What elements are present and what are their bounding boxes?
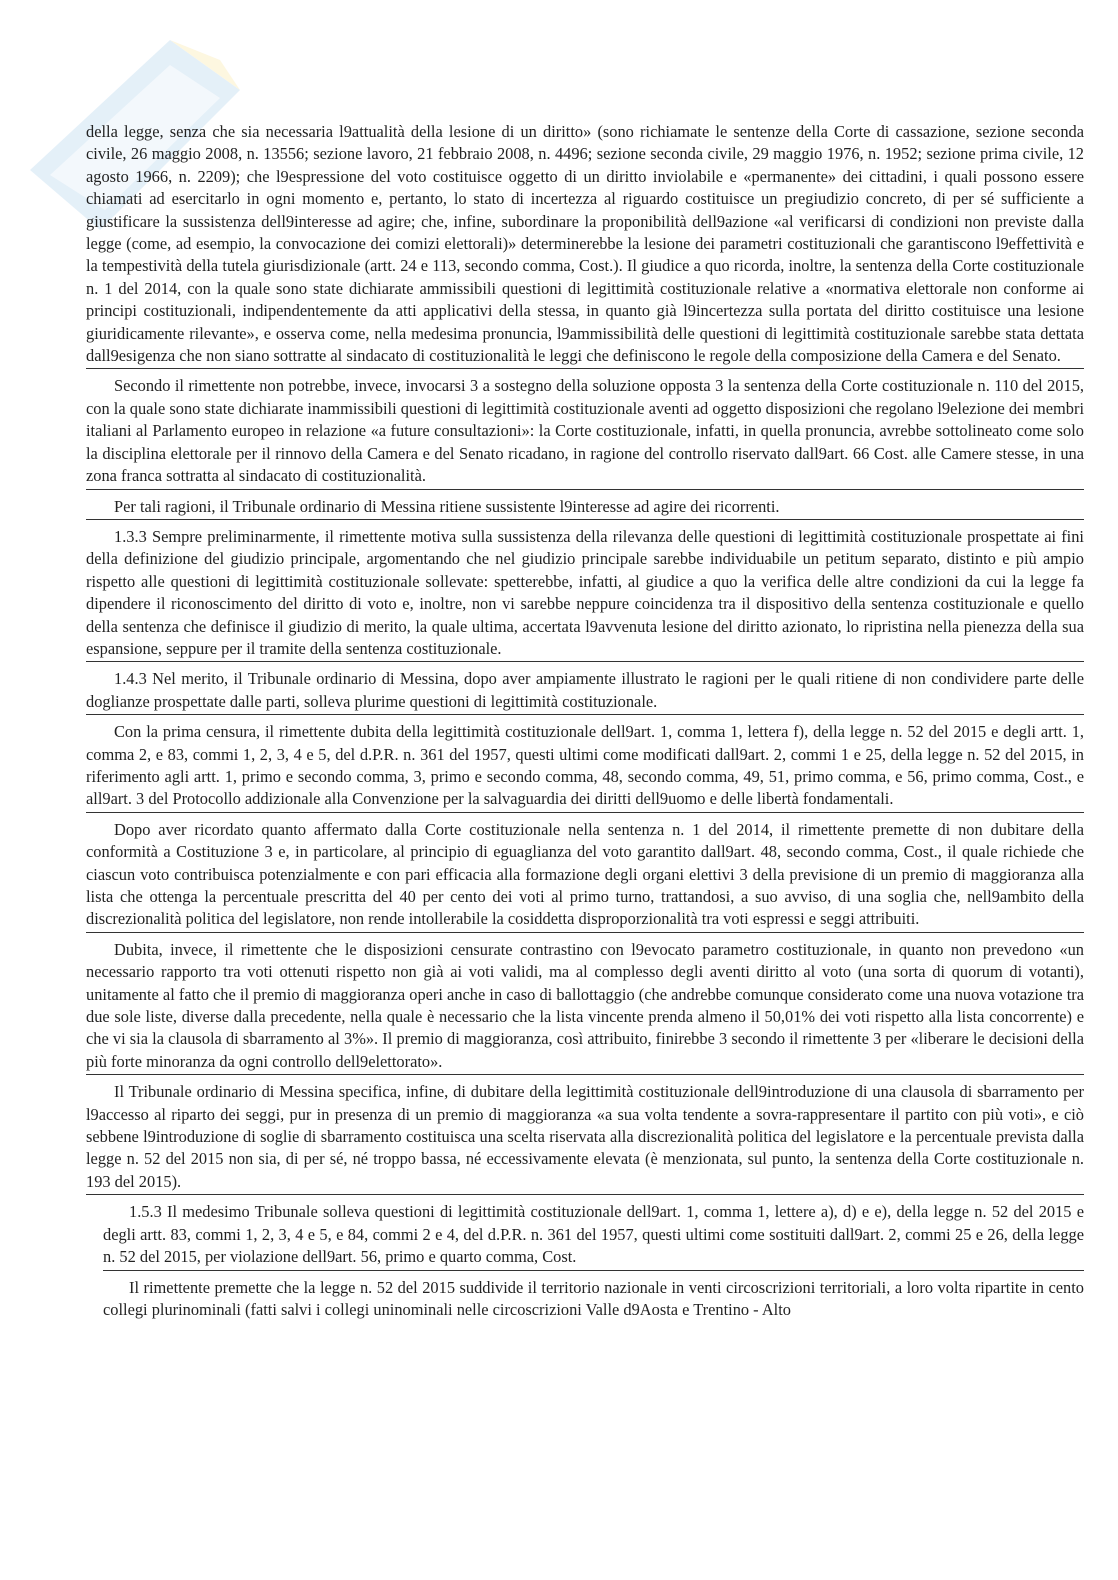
- paragraph-11: Il rimettente premette che la legge n. 52 del 2015 suddivide il territorio nazionale in venti circoscrizioni territoriali, a loro volta ripartite in cento collegi plurinominali (fatti salvi i collegi uninominali nelle circoscrizioni Valle d9Aosta e Trentino - Alto: [103, 1277, 1084, 1319]
- paragraph-1: della legge, senza che sia necessaria l9attualità della lesione di un diritto» (sono richiamate le sentenze della Corte di cassazione, sezione seconda civile, 26 maggio 2008, n. 13556; sezione lavoro, 21 febbraio 2008, n. 4496; sezione seconda civile, 29 maggio 1976, n. 1952; sezione prima civile, 12 agosto 1966, n. 2209); che l9espressione del voto costituisce oggetto di un diritto inviolabile e «permanente» dei cittadini, i quali possono essere chiamati ad esercitarlo in ogni momento e, pertanto, lo stato di incertezza al riguardo costituisce un pregiudizio concreto, di per sé sufficiente a giustificare la sussistenza dell9interesse ad agire; che, infine, subordinare la proponibilità dell9azione «al verificarsi di condizioni non previste dalla legge (come, ad esempio, la convocazione dei comizi elettorali)» determinerebbe la lesione dei parametri costituzionali che garantiscono l9effettività e la tempestività della tutela giurisdizionale (artt. 24 e 113, secondo comma, Cost.). Il giudice a quo ricorda, inoltre, la sentenza della Corte costituzionale n. 1 del 2014, con la quale sono state dichiarate ammissibili questioni di legittimità costituzionale relative a «normativa elettorale non conforme ai principi costituzionali, indipendentemente da atti applicativi della stessa, in quanto già l9incertezza sulla portata del diritto costituisce una lesione giuridicamente rilevante», e osserva come, nella medesima pronuncia, l9ammissibilità delle questioni di legittimità costituzionale sarebbe stata dettata dall9esigenza che non siano sottratte al sindacato di costituzionalità le leggi che definiscono le regole della composizione della Camera e del Senato.: [86, 120, 1084, 369]
- paragraph-4: 1.3.3 Sempre preliminarmente, il rimettente motiva sulla sussistenza della rilevanza delle questioni di legittimità costituzionale prospettate ai fini della definizione del giudizio principale, argomentando che nel giudizio principale sarebbe individuabile un petitum separato, distinto e più ampio rispetto alle questioni di legittimità costituzionale sollevate: spetterebbe, infatti, al giudice a quo la verifica delle altre condizioni da cui la legge fa dipendere il riconoscimento del diritto di voto e, inoltre, non vi sarebbe neppure coincidenza tra il dispositivo della sentenza costituzionale e quello della sentenza che definisce il giudizio di merito, la quale ultima, accertata l9avvenuta lesione del diritto azionato, lo ripristina nella pienezza della sua espansione, seppure per il tramite della sentenza costituzionale.: [86, 525, 1084, 662]
- document-page: [86, 120, 1084, 1322]
- paragraph-6: Con la prima censura, il rimettente dubita della legittimità costituzionale dell9art. 1, comma 1, lettera f), della legge n. 52 del 2015 e degli artt. 1, comma 2, e 83, commi 1, 2, 3, 4 e 5, del d.P.R. n. 361 del 1957, questi ultimi come modificati dall9art. 2, commi 1 e 25, della legge n. 52 del 2015, in riferimento agli artt. 1, primo e secondo comma, 3, primo e secondo comma, 48, secondo comma, 49, 51, primo comma, e 56, primo comma, Cost., e all9art. 3 del Protocollo addizionale alla Convenzione per la salvaguardia dei diritti dell9uomo e delle libertà fondamentali.: [86, 720, 1084, 813]
- paragraph-3: Per tali ragioni, il Tribunale ordinario di Messina ritiene sussistente l9interesse ad agire dei ricorrenti.: [86, 495, 1084, 520]
- paragraph-9: Il Tribunale ordinario di Messina specifica, infine, di dubitare della legittimità costituzionale dell9introduzione di una clausola di sbarramento per l9accesso al riparto dei seggi, pur in presenza di un premio di maggioranza «a sua volta tendente a sovra-rappresentare il partito con più voti», e ciò sebbene l9introduzione di soglie di sbarramento costituisca una scelta riservata alla discrezionalità politica del legislatore e la percentuale prevista dalla legge n. 52 del 2015 non sia, di per sé, né troppo bassa, né eccessivamente elevata (è menzionata, sul punto, la sentenza della Corte costituzionale n. 193 del 2015).: [86, 1080, 1084, 1195]
- paragraph-5: 1.4.3 Nel merito, il Tribunale ordinario di Messina, dopo aver ampiamente illustrato le ragioni per le quali ritiene di non condividere parte delle doglianze prospettate dalle parti, solleva plurime questioni di legittimità costituzionale.: [86, 667, 1084, 715]
- paragraph-10: 1.5.3 Il medesimo Tribunale solleva questioni di legittimità costituzionale dell9art. 1, comma 1, lettere a), d) e e), della legge n. 52 del 2015 e degli artt. 83, commi 1, 2, 3, 4 e 5, e 84, commi 2 e 4, del d.P.R. n. 361 del 1957, questi ultimi come sostituiti dall9art. 2, commi 25 e 26, della legge n. 52 del 2015, per violazione dell9art. 56, primo e quarto comma, Cost.: [103, 1200, 1084, 1270]
- paragraph-2: Secondo il rimettente non potrebbe, invece, invocarsi 3 a sostegno della soluzione opposta 3 la sentenza della Corte costituzionale n. 110 del 2015, con la quale sono state dichiarate inammissibili questioni di legittimità costituzionale aventi ad oggetto disposizioni che regolano l9elezione dei membri italiani al Parlamento europeo in relazione «a future consultazioni»: la Corte costituzionale, infatti, in quella pronuncia, avrebbe sottolineato come solo la disciplina elettorale per il rinnovo della Camera e del Senato ricadano, in ragione del controllo riservato dall9art. 66 Cost. alle Camere stesse, in una zona franca sottratta al sindacato di costituzionalità.: [86, 374, 1084, 489]
- paragraph-8: Dubita, invece, il rimettente che le disposizioni censurate contrastino con l9evocato parametro costituzionale, in quanto non prevedono «un necessario rapporto tra voti ottenuti rispetto non già ai voti validi, ma al complesso degli aventi diritto al voto (una sorta di quorum di votanti), unitamente al fatto che il premio di maggioranza operi anche in caso di ballottaggio (che andrebbe comunque considerato come una nuova votazione tra due sole liste, diverse dalla precedente, nella quale è necessario che la lista vincente prenda almeno il 50,01% dei voti rispetto alla lista concorrente) e che vi sia la clausola di sbarramento al 3%». Il premio di maggioranza, così attribuito, finirebbe 3 secondo il rimettente 3 per «liberare le decisioni della più forte minoranza da ogni controllo dell9elettorato».: [86, 938, 1084, 1075]
- paragraph-7: Dopo aver ricordato quanto affermato dalla Corte costituzionale nella sentenza n. 1 del 2014, il rimettente premette di non dubitare della conformità a Costituzione 3 e, in particolare, al principio di eguaglianza del voto garantito dall9art. 48, secondo comma, Cost., il quale richiede che ciascun voto contribuisca potenzialmente e con pari efficacia alla formazione degli organi elettivi 3 della previsione di un premio di maggioranza alla lista che ottenga la percentuale prescritta del 40 per cento dei voti al primo turno, trattandosi, a suo avviso, di una soglia che, nell9ambito della discrezionalità politica del legislatore, non rende intollerabile la cosiddetta disproporzionalità tra voti espressi e seggi attribuiti.: [86, 818, 1084, 933]
